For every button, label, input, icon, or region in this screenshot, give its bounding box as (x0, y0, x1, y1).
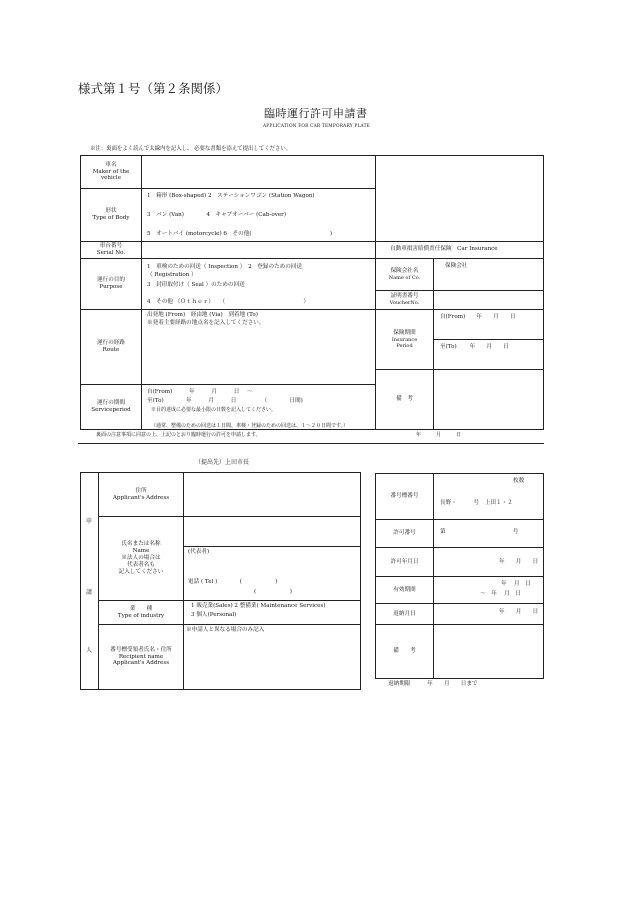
voucher-label: 証明書番号 VoucherNo. (389, 293, 420, 307)
return-date-label: 返納月日 (393, 610, 416, 617)
address-field[interactable] (184, 473, 359, 516)
purpose-label: 運行の目的 Purpose (97, 277, 125, 290)
recipient-note: ※申請人と異なる場合のみ記入 (186, 627, 265, 633)
permit-no-value[interactable]: 第 号 (440, 529, 519, 535)
route-line-1: 出発地 (From) 経由地 (Via) 到着地 (To) (147, 312, 258, 318)
name-label: 氏名または名称 Name ※法人の場合は 代表者名も 記入してください (118, 541, 164, 575)
representative-label[interactable]: (代表者) (188, 549, 210, 555)
address-label: 住所 Applicant's Address (112, 487, 170, 501)
insurance-header: 自動車損害賠償責任保険 Car Insurance (390, 246, 498, 252)
form-title: 臨時運行許可申請書 (264, 107, 368, 120)
plate-value[interactable]: 長野・ 号 上田１・２ (440, 500, 513, 506)
permit-date-value[interactable]: 年 月 日 (499, 559, 539, 565)
industry-option-1[interactable]: 1 販売業(Sales) 2 整備業( Maintenance Services) (191, 603, 326, 609)
permit-date-label: 許可年月日 (390, 558, 419, 565)
recipient-field[interactable] (184, 636, 359, 688)
insurance-from[interactable]: 自(From) 年 月 日 (440, 314, 516, 320)
applicant-side-2: 請 (86, 589, 93, 596)
valid-period-value-2[interactable]: 〜 年 月 日 (480, 591, 521, 597)
period-label: 運行の期間 Serviceperiod (91, 400, 131, 413)
insurance-period-label: 保険期間 Insurance Period (391, 329, 418, 349)
permit-no-label: 許可番号 (393, 530, 416, 536)
insurance-remarks-field[interactable] (434, 370, 542, 429)
insurance-to[interactable]: 至(To) 年 月 日 (440, 344, 509, 350)
phone-field[interactable]: 電話 ( Tel ) ( ) (188, 579, 278, 585)
maker-field[interactable] (142, 156, 374, 188)
insurance-remarks-label: 備 考 (396, 396, 413, 402)
route-label: 運行の経路 Route (97, 340, 125, 353)
route-line-2: ※発着主要経路の地点名を記入してください。 (147, 320, 265, 326)
valid-period-value-1[interactable]: 年 月 日 (501, 581, 531, 587)
plate-label: 番号標番号 (390, 493, 419, 499)
valid-period-label: 有効期間 (393, 586, 416, 593)
applicant-side-3: 人 (86, 647, 93, 654)
serial-field[interactable] (142, 242, 374, 258)
period-to[interactable]: 至(To) 年 月 日 （ 日間) (147, 398, 303, 404)
maker-label: 車名 Maker of the vehicle (92, 161, 130, 182)
body-option-3[interactable]: 5 オートバイ (motorcycle) 6 その他( ) (147, 231, 333, 237)
insurer-label: 保険会社名 Name of Co. (388, 267, 421, 281)
purpose-option-1[interactable]: 1 車検のための回送（ Inspection ） 2 登録のための回送 (147, 264, 303, 270)
period-from[interactable]: 自(From) 年 月 日 〜 (147, 389, 253, 395)
return-date-value[interactable]: 年 月 日 (499, 609, 539, 615)
industry-label: 業 種 Type of industry (117, 605, 165, 619)
body-type-label: 形状 Type of Body (92, 208, 130, 221)
return-deadline: 返納期限 年 月 日まで (388, 681, 478, 687)
period-note-1: ※目的達成に必要な最小限の日数を記入してください。 (151, 407, 277, 413)
body-option-1[interactable]: 1 箱形 (Box-shaped) 2 ステーションワゴン (Station Wagon) (147, 193, 315, 199)
purpose-option-1b: （ Registration ） (147, 272, 197, 278)
applicant-side-1: 申 (86, 518, 93, 525)
form-number: 様式第１号（第２条関係） (78, 81, 229, 96)
office-remarks-field[interactable] (434, 625, 542, 678)
phone-field-2[interactable]: ( ) (254, 589, 292, 595)
name-field[interactable] (184, 517, 359, 546)
industry-option-2[interactable]: 3 個人(Personal) (191, 612, 237, 618)
serial-label: 車台番号 Serial No. (96, 243, 126, 256)
route-field[interactable] (142, 328, 374, 383)
insurer-value[interactable]: 保険会社 (445, 263, 468, 269)
voucher-field[interactable] (434, 291, 542, 309)
plate-count: 枚数 (513, 478, 525, 484)
agreement-date[interactable]: 年 月 日 (416, 432, 462, 438)
instruction-notice: ※注：裏面をよく読んで太線内を記入し、 必要な書類を添えて提出してください。 (90, 146, 292, 152)
body-option-2[interactable]: 3 バン (Van) 4 キャブオーバー (Cab-over) (147, 212, 287, 218)
purpose-option-3[interactable]: 3 封印取付け（ Seal ）のための回送 (147, 282, 245, 288)
submit-to: （提出先）上田市長 (195, 459, 250, 466)
form-subtitle: APPLICATION FOR CAR TEMPORARY PLATE (263, 124, 370, 129)
agreement-text: 裏面の注意事項に同意の上、上記のとおり臨時運行の許可を申請します。 (96, 432, 261, 438)
office-remarks-label: 備 考 (393, 648, 416, 654)
period-note-2: （通常、整備のための回送は１日間、車検・登録のための回送は、１〜２０日間です。） (151, 423, 349, 429)
purpose-option-4[interactable]: 4 その他 （Ｏｔｈｅｒ） （ ） (147, 299, 309, 305)
recipient-label: 番号標受領者氏名・住所 Recipient name Applicant's Address (110, 646, 172, 667)
